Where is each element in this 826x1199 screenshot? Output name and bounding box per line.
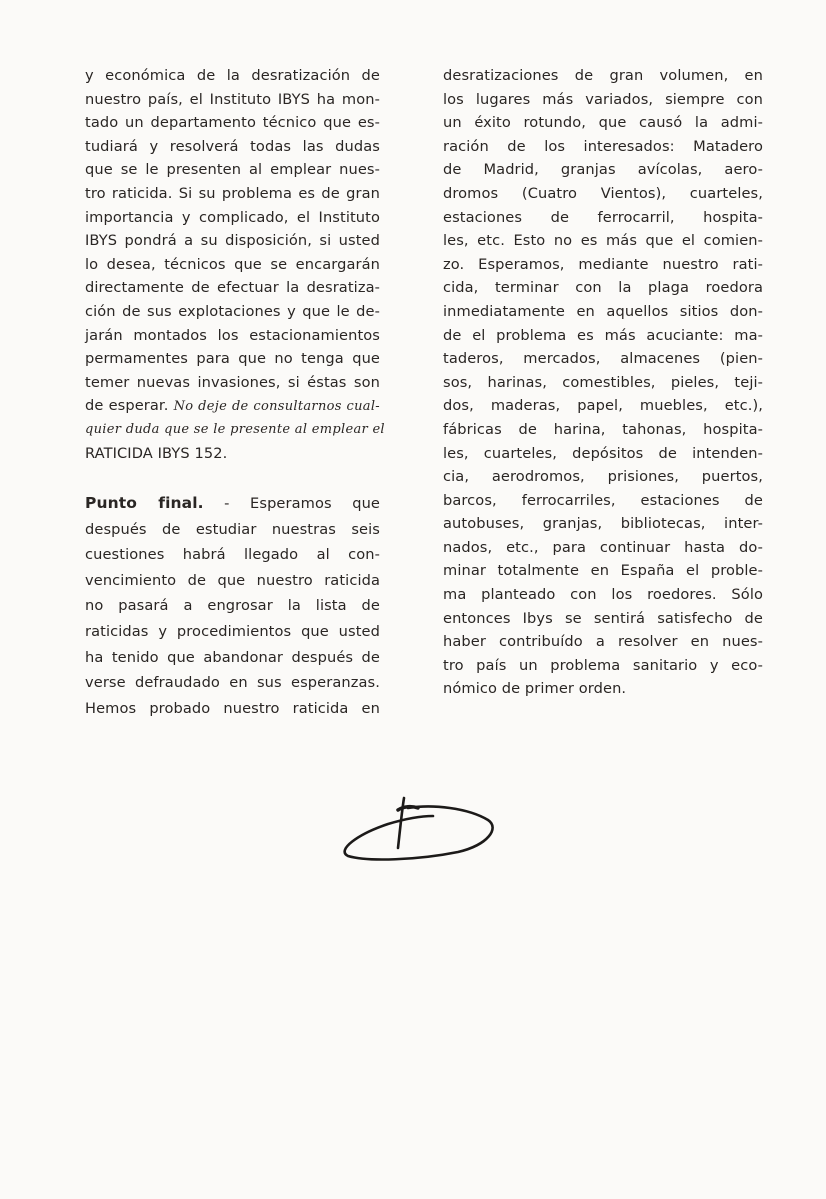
text-line: les, cuarteles, depósitos de intenden- bbox=[443, 444, 763, 462]
right-column bbox=[443, 64, 763, 701]
text-plain: de esperar. bbox=[85, 397, 169, 415]
text-line: de Madrid, granjas avícolas, aero- bbox=[443, 161, 763, 179]
text-line: dromos (Cuatro Vientos), cuarteles, bbox=[443, 184, 763, 202]
text-line: estaciones de ferrocarril, hospita- bbox=[443, 208, 763, 226]
text-line: ción de sus explotaciones y que le de- bbox=[85, 302, 380, 320]
signature-flourish bbox=[338, 790, 508, 870]
text-line: nuestro país, el Instituto IBYS ha mon- bbox=[85, 90, 380, 108]
text-line: RATICIDA IBYS 152. bbox=[85, 444, 228, 462]
text-line: y económica de la desratización de bbox=[85, 67, 380, 84]
text-line: tado un departamento técnico que es- bbox=[85, 114, 380, 132]
text-line: tro país un problema sanitario y eco- bbox=[443, 656, 763, 674]
text-line: sos, harinas, comestibles, pieles, teji- bbox=[443, 373, 763, 391]
text-line: minar totalmente en España el proble- bbox=[443, 562, 763, 580]
text-line: les, etc. Esto no es más que el comien- bbox=[443, 232, 763, 250]
text-line: cuestiones habrá llegado al con- bbox=[85, 546, 380, 564]
text-line: haber contribuído a resolver en nues- bbox=[443, 633, 763, 651]
text-line: nados, etc., para continuar hasta do- bbox=[443, 538, 763, 556]
text-line-italic: quier duda que se le presente al emplear el bbox=[85, 421, 385, 437]
paragraph-punto-final bbox=[85, 491, 380, 721]
text-line: inmediatamente en aquellos sitios don- bbox=[443, 302, 763, 320]
text-line: autobuses, granjas, bibliotecas, inter- bbox=[443, 515, 763, 533]
text-line: que se le presenten al emplear nues- bbox=[85, 161, 380, 179]
text-line: cia, aerodromos, prisiones, puertos, bbox=[443, 468, 763, 486]
text-line: fábricas de harina, tahonas, hospita- bbox=[443, 420, 763, 438]
text-line bbox=[85, 491, 380, 517]
section-heading: Punto final. bbox=[85, 494, 204, 513]
text-line: directamente de efectuar la desratiza- bbox=[85, 279, 380, 297]
text-line: nómico de primer orden. bbox=[443, 680, 627, 698]
text-line: raticidas y procedimientos que usted bbox=[85, 623, 380, 641]
text-line: barcos, ferrocarriles, estaciones de bbox=[443, 491, 763, 509]
text-line: zo. Esperamos, mediante nuestro rati- bbox=[443, 255, 763, 273]
text-line: ha tenido que abandonar después de bbox=[85, 648, 380, 666]
text-line: temer nuevas invasiones, si éstas son bbox=[85, 373, 380, 391]
paragraph-continuation bbox=[443, 64, 763, 701]
text-line: vencimiento de que nuestro raticida bbox=[85, 571, 380, 589]
text-line: desratizaciones de gran volumen, en bbox=[443, 67, 763, 84]
paragraph-1 bbox=[85, 64, 380, 394]
text-line: un éxito rotundo, que causó la admi- bbox=[443, 114, 763, 132]
text-plain: - Esperamos que bbox=[224, 495, 381, 513]
text-line: tudiará y resolverá todas las dudas bbox=[85, 137, 380, 155]
text-line: dos, maderas, papel, muebles, etc.), bbox=[443, 397, 763, 415]
text-line: de el problema es más acuciante: ma- bbox=[443, 326, 763, 344]
left-column bbox=[85, 64, 385, 721]
text-line: los lugares más variados, siempre con bbox=[443, 90, 763, 108]
text-line: importancia y complicado, el Instituto bbox=[85, 208, 380, 226]
text-line: IBYS pondrá a su disposición, si usted bbox=[85, 232, 380, 250]
text-line: permamentes para que no tenga que bbox=[85, 350, 380, 368]
text-line: verse defraudado en sus esperanzas. bbox=[85, 674, 380, 692]
text-italic: No deje de consultarnos cual- bbox=[173, 399, 380, 415]
text-line: ma planteado con los roedores. Sólo bbox=[443, 586, 763, 604]
text-line: tro raticida. Si su problema es de gran bbox=[85, 184, 380, 202]
text-line: cida, terminar con la plaga roedora bbox=[443, 279, 763, 297]
text-line: jarán montados los estacionamientos bbox=[85, 326, 380, 344]
text-line: no pasará a engrosar la lista de bbox=[85, 597, 380, 615]
text-line: Hemos probado nuestro raticida en bbox=[85, 699, 380, 717]
text-line: taderos, mercados, almacenes (pien- bbox=[443, 350, 763, 368]
text-line: lo desea, técnicos que se encargarán bbox=[85, 255, 380, 273]
text-line: entonces Ibys se sentirá satisfecho de bbox=[443, 609, 763, 627]
text-line: después de estudiar nuestras seis bbox=[85, 520, 380, 538]
text-line: ración de los interesados: Matadero bbox=[443, 137, 763, 155]
text-line bbox=[85, 394, 380, 418]
